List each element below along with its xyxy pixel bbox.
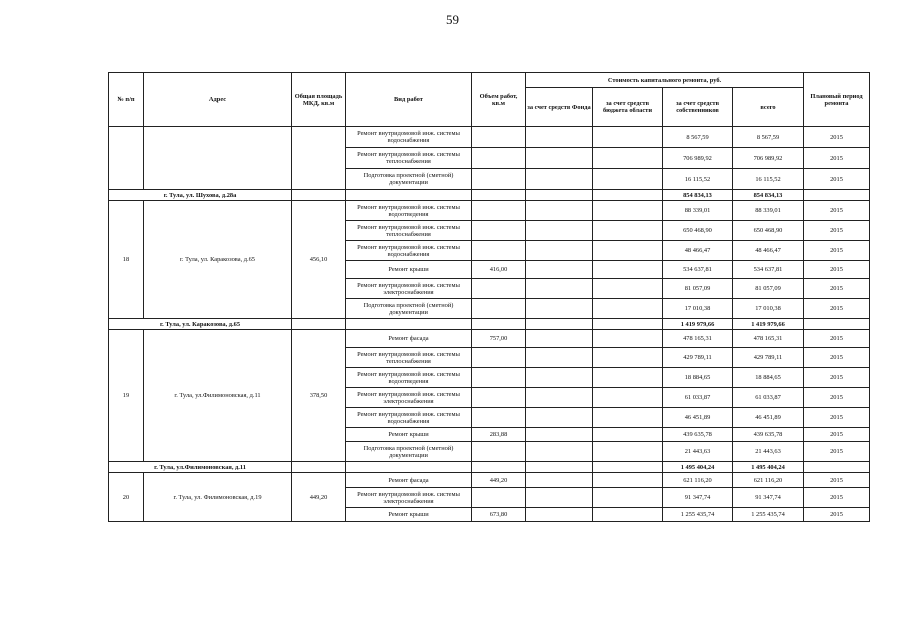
total-cell: 88 339,01	[733, 201, 804, 221]
total-cell: 429 789,11	[733, 348, 804, 368]
owners-cell: 439 635,78	[663, 428, 733, 442]
owners-cell: 429 789,11	[663, 348, 733, 368]
total-cell: 621 116,20	[733, 473, 804, 488]
header-work-type: Вид работ	[346, 73, 472, 127]
work-cell: Ремонт внутридомовой инж. системы электроснабжения	[346, 279, 472, 299]
header-total: всего	[733, 88, 804, 127]
volume-cell	[472, 221, 526, 241]
area-cell: 378,50	[292, 330, 346, 462]
owners-total: 854 834,13	[663, 190, 733, 201]
volume-cell	[472, 241, 526, 261]
total-cell: 46 451,89	[733, 408, 804, 428]
owners-cell: 534 637,81	[663, 261, 733, 279]
volume-cell	[472, 127, 526, 148]
owners-cell: 91 347,74	[663, 488, 733, 508]
volume-cell	[472, 488, 526, 508]
period-cell: 2015	[804, 508, 870, 522]
num-cell: 20	[109, 473, 144, 522]
owners-total: 1 419 979,66	[663, 319, 733, 330]
header-fund: за счет средств Фонда	[526, 88, 593, 127]
total-cell: 91 347,74	[733, 488, 804, 508]
fund-cell	[526, 127, 593, 148]
total-label: г. Тула, ул.Филимоновская, д.11	[109, 462, 292, 473]
work-cell: Ремонт крыши	[346, 508, 472, 522]
work-cell: Ремонт внутридомовой инж. системы электроснабжения	[346, 388, 472, 408]
owners-cell: 48 466,47	[663, 241, 733, 261]
period-cell: 2015	[804, 241, 870, 261]
work-cell: Ремонт внутридомовой инж. системы теплоснабжения	[346, 148, 472, 169]
total-row	[109, 319, 870, 330]
num-cell	[109, 127, 144, 190]
period-cell: 2015	[804, 368, 870, 388]
total-cell: 48 466,47	[733, 241, 804, 261]
volume-cell	[472, 279, 526, 299]
volume-cell	[472, 299, 526, 319]
address-cell: г. Тула, ул.Филимоновская, д.11	[144, 330, 292, 462]
total-cell: 650 468,90	[733, 221, 804, 241]
work-cell: Ремонт внутридомовой инж. системы теплоснабжения	[346, 348, 472, 368]
total-label: г. Тула, ул. Каракозова, д.65	[109, 319, 292, 330]
total-cell: 439 635,78	[733, 428, 804, 442]
owners-cell: 61 033,87	[663, 388, 733, 408]
work-cell: Ремонт внутридомовой инж. системы электроснабжения	[346, 488, 472, 508]
period-cell: 2015	[804, 279, 870, 299]
owners-cell: 706 989,92	[663, 148, 733, 169]
volume-cell	[472, 388, 526, 408]
volume-cell	[472, 201, 526, 221]
owners-cell: 621 116,20	[663, 473, 733, 488]
total-cell: 16 115,52	[733, 169, 804, 190]
total-row	[109, 190, 870, 201]
owners-cell: 650 468,90	[663, 221, 733, 241]
header-area: Общая площадь МКД, кв.м	[292, 73, 346, 127]
owners-cell: 17 010,38	[663, 299, 733, 319]
grand-total: 1 419 979,66	[733, 319, 804, 330]
region-cell	[593, 169, 663, 190]
owners-cell: 21 443,63	[663, 442, 733, 462]
header-cost-group: Стоимость капитального ремонта, руб.	[526, 73, 804, 88]
work-cell: Ремонт внутридомовой инж. системы водоотведения	[346, 368, 472, 388]
work-cell: Подготовка проектной (сметной) документации	[346, 299, 472, 319]
volume-cell	[472, 169, 526, 190]
volume-cell: 449,20	[472, 473, 526, 488]
period-cell: 2015	[804, 201, 870, 221]
period-cell: 2015	[804, 473, 870, 488]
volume-cell	[472, 148, 526, 169]
work-cell: Подготовка проектной (сметной) документации	[346, 169, 472, 190]
region-cell	[593, 148, 663, 169]
work-cell: Ремонт фасада	[346, 330, 472, 348]
period-cell: 2015	[804, 442, 870, 462]
period-cell: 2015	[804, 428, 870, 442]
period-cell: 2015	[804, 221, 870, 241]
owners-total: 1 495 404,24	[663, 462, 733, 473]
header-region: за счет средств бюджета области	[593, 88, 663, 127]
work-cell: Ремонт фасада	[346, 473, 472, 488]
region-cell	[593, 127, 663, 148]
total-label: г. Тула, ул. Шухова, д.28а	[109, 190, 292, 201]
table-row	[109, 127, 870, 148]
total-cell: 8 567,59	[733, 127, 804, 148]
owners-cell: 46 451,89	[663, 408, 733, 428]
work-cell: Ремонт крыши	[346, 428, 472, 442]
volume-cell	[472, 442, 526, 462]
period-cell: 2015	[804, 169, 870, 190]
fund-cell	[526, 148, 593, 169]
work-cell: Ремонт внутридомовой инж. системы теплоснабжения	[346, 221, 472, 241]
grand-total: 854 834,13	[733, 190, 804, 201]
period-cell: 2015	[804, 148, 870, 169]
total-cell: 1 255 435,74	[733, 508, 804, 522]
header-address: Адрес	[144, 73, 292, 127]
period-cell: 2015	[804, 261, 870, 279]
volume-cell: 673,80	[472, 508, 526, 522]
period-cell: 2015	[804, 127, 870, 148]
total-cell: 61 033,87	[733, 388, 804, 408]
total-row	[109, 462, 870, 473]
owners-cell: 8 567,59	[663, 127, 733, 148]
work-cell: Подготовка проектной (сметной) документации	[346, 442, 472, 462]
volume-cell: 416,00	[472, 261, 526, 279]
work-cell: Ремонт крыши	[346, 261, 472, 279]
total-cell: 534 637,81	[733, 261, 804, 279]
owners-cell: 88 339,01	[663, 201, 733, 221]
fund-cell	[526, 169, 593, 190]
owners-cell: 1 255 435,74	[663, 508, 733, 522]
total-cell: 18 884,65	[733, 368, 804, 388]
page-number: 59	[446, 12, 459, 27]
total-cell: 17 010,38	[733, 299, 804, 319]
area-cell: 449,20	[292, 473, 346, 522]
volume-cell	[472, 408, 526, 428]
address-cell: г. Тула, ул. Филимоновская, д.19	[144, 473, 292, 522]
volume-cell: 283,88	[472, 428, 526, 442]
owners-cell: 478 165,31	[663, 330, 733, 348]
table-row	[109, 473, 870, 488]
header-owners: за счет средств собственников	[663, 88, 733, 127]
period-cell: 2015	[804, 388, 870, 408]
period-cell: 2015	[804, 488, 870, 508]
header-num: № п/п	[109, 73, 144, 127]
area-cell: 456,10	[292, 201, 346, 319]
period-cell: 2015	[804, 408, 870, 428]
address-cell	[144, 127, 292, 190]
work-cell: Ремонт внутридомовой инж. системы водоснабжения	[346, 408, 472, 428]
owners-cell: 81 057,09	[663, 279, 733, 299]
owners-cell: 18 884,65	[663, 368, 733, 388]
num-cell: 18	[109, 201, 144, 319]
area-cell	[292, 127, 346, 190]
volume-cell: 757,00	[472, 330, 526, 348]
table-row	[109, 330, 870, 348]
work-cell: Ремонт внутридомовой инж. системы водоснабжения	[346, 127, 472, 148]
address-cell: г. Тула, ул. Каракозова, д.65	[144, 201, 292, 319]
header-period: Плановый период ремонта	[804, 73, 870, 127]
period-cell: 2015	[804, 348, 870, 368]
work-cell: Ремонт внутридомовой инж. системы водоотведения	[346, 201, 472, 221]
period-cell: 2015	[804, 299, 870, 319]
total-cell: 21 443,63	[733, 442, 804, 462]
capital-repair-table	[108, 72, 870, 522]
table-row	[109, 201, 870, 221]
grand-total: 1 495 404,24	[733, 462, 804, 473]
num-cell: 19	[109, 330, 144, 462]
total-cell: 81 057,09	[733, 279, 804, 299]
header-volume: Объем работ, кв.м	[472, 73, 526, 127]
volume-cell	[472, 348, 526, 368]
owners-cell: 16 115,52	[663, 169, 733, 190]
volume-cell	[472, 368, 526, 388]
work-cell: Ремонт внутридомовой инж. системы водоснабжения	[346, 241, 472, 261]
total-cell: 706 989,92	[733, 148, 804, 169]
period-cell: 2015	[804, 330, 870, 348]
total-cell: 478 165,31	[733, 330, 804, 348]
